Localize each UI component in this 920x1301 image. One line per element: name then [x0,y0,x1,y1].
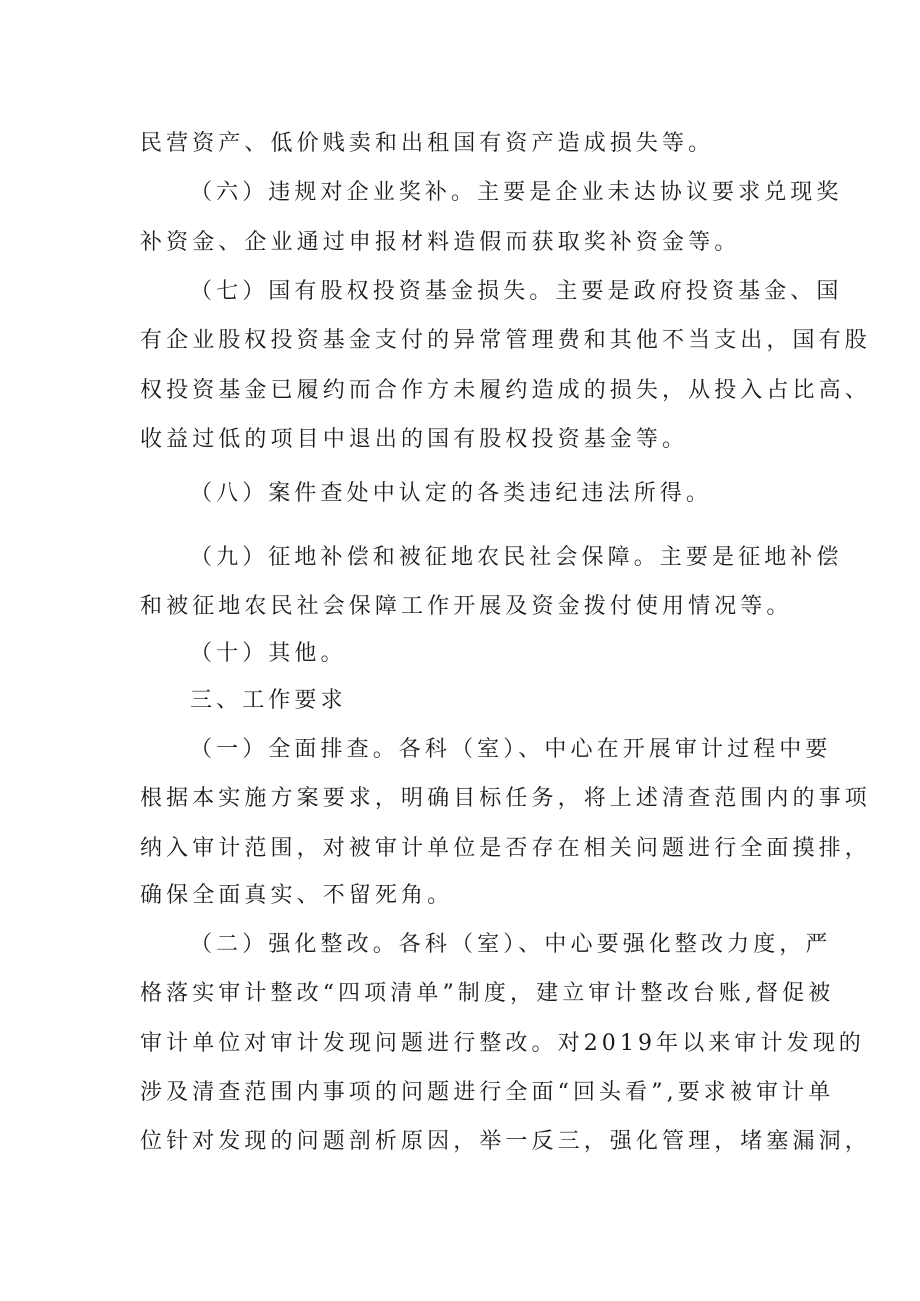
paragraph-line: （十）其他。 [190,641,347,666]
paragraph-line: （一）全面排查。各科（室）、中心在开展审计过程中要 [190,737,832,762]
paragraph-line: 补资金、企业通过申报材料造假而获取奖补资金等。 [140,230,741,255]
paragraph-line: 格落实审计整改“四项清单”制度，建立审计整改台账,督促被 [140,981,835,1006]
paragraph-line: 根据本实施方案要求，明确目标任务，将上述清查范围内的事项 [140,786,871,811]
paragraph-line: （九）征地补偿和被征地农民社会保障。主要是征地补偿 [190,545,843,570]
paragraph-line: （二）强化整改。各科（室）、中心要强化整改力度，严 [190,932,832,957]
paragraph-line: 收益过低的项目中退出的国有股权投资基金等。 [140,427,689,452]
paragraph-line: 审计单位对审计发现问题进行整改。对2019年以来审计发现的 [140,1031,865,1056]
paragraph-line: 和被征地农民社会保障工作开展及资金拨付使用情况等。 [140,594,793,619]
paragraph-line: 位针对发现的问题剖析原因，举一反三，强化管理，堵塞漏洞， [140,1129,871,1154]
paragraph-line: 有企业股权投资基金支付的异常管理费和其他不当支出，国有股 [140,328,871,353]
paragraph-line: 纳入审计范围，对被审计单位是否存在相关问题进行全面摸排， [140,836,871,861]
section-heading: 三、工作要求 [190,688,347,713]
paragraph-line: （六）违规对企业奖补。主要是企业未达协议要求兑现奖 [190,180,843,205]
paragraph-line: 民营资产、低价贱卖和出租国有资产造成损失等。 [140,131,715,156]
paragraph-line: （八）案件查处中认定的各类违纪违法所得。 [190,481,713,506]
paragraph-line: 权投资基金已履约而合作方未履约造成的损失，从投入占比高、 [140,378,871,403]
paragraph-line: （七）国有股权投资基金损失。主要是政府投资基金、国 [190,279,843,304]
paragraph-line: 涉及清查范围内事项的问题进行全面“回头看”,要求被审计单 [140,1080,835,1105]
paragraph-line: 确保全面真实、不留死角。 [140,883,454,908]
